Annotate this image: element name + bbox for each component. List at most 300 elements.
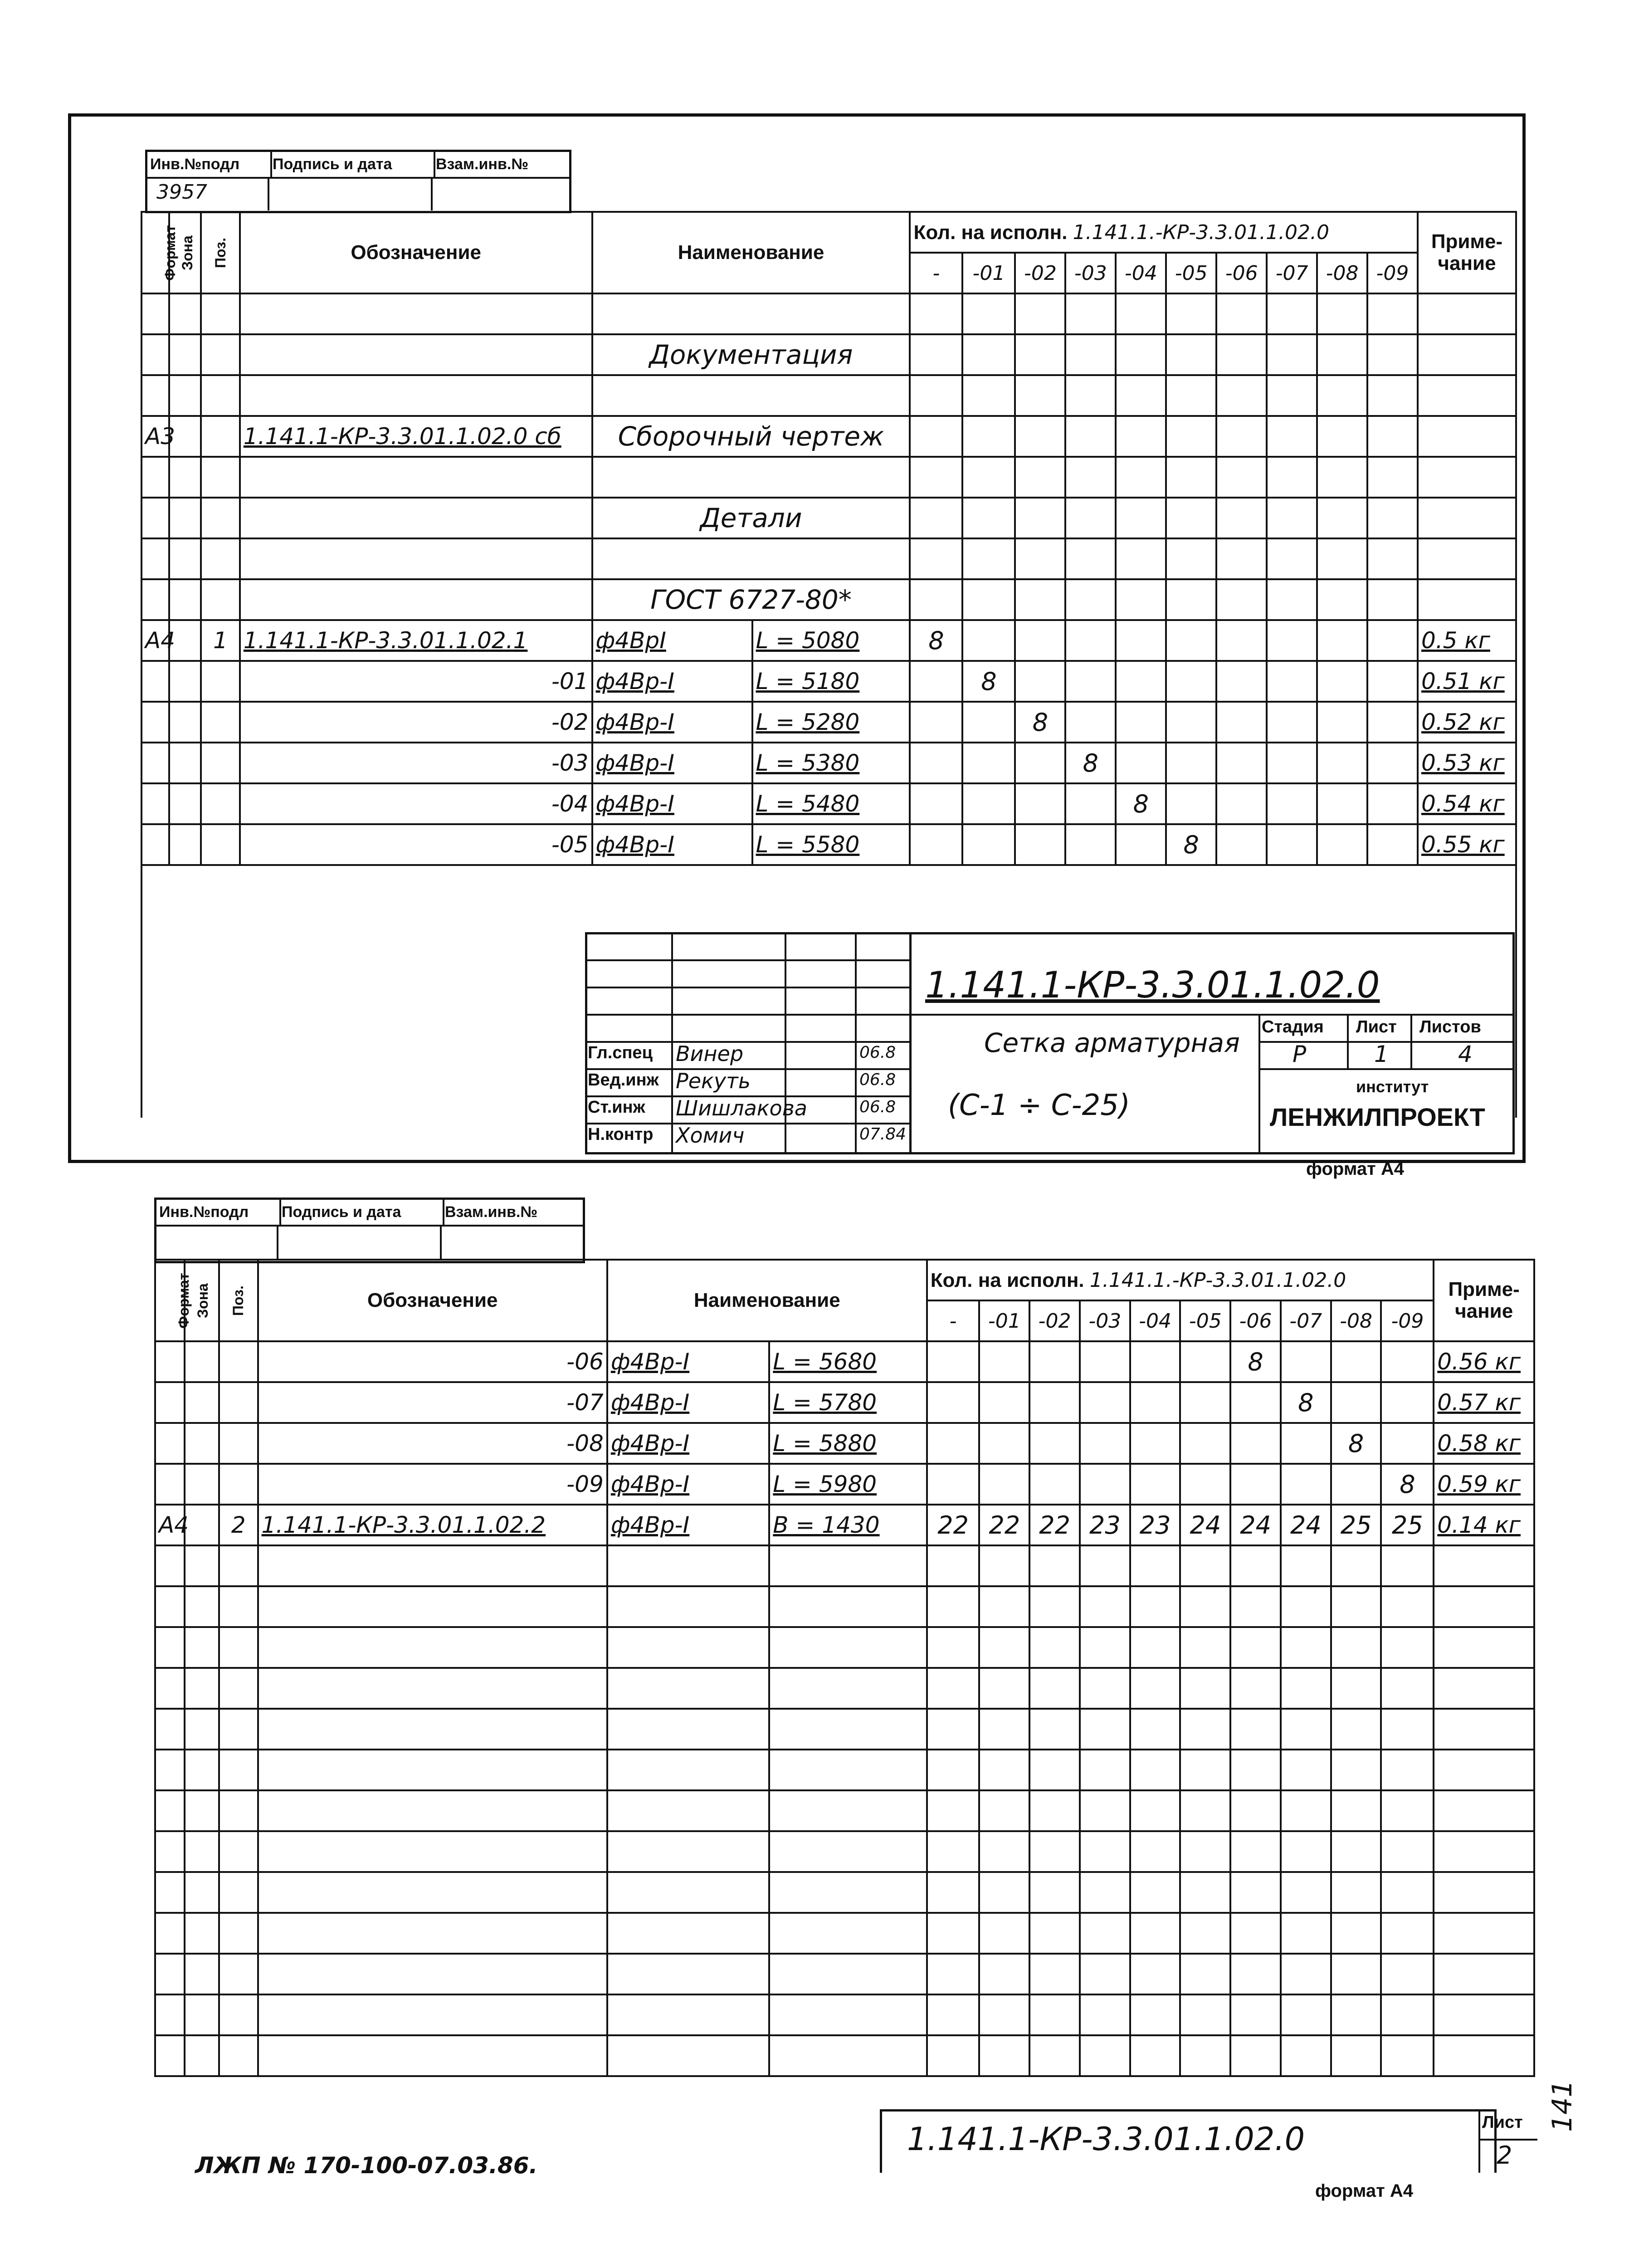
cell-qty [1015, 293, 1065, 334]
cell-qty [1080, 1341, 1130, 1382]
cell-qty: 24 [1230, 1505, 1281, 1545]
cell-qty [1267, 416, 1317, 457]
sheet-2-spec-table [154, 1259, 1535, 2077]
sheet-1-stamp [145, 150, 571, 213]
cell-empty [1230, 2035, 1281, 2076]
s1-row [141, 375, 1516, 416]
cell-empty [1029, 1586, 1080, 1627]
cell-qty [910, 702, 962, 743]
cell-zone [169, 824, 201, 865]
cell-qty [927, 1341, 980, 1382]
cell-qty [1230, 1423, 1281, 1464]
cell-format: А4 [155, 1505, 185, 1545]
cell-qty [1317, 457, 1367, 498]
cell-empty [1080, 1545, 1130, 1586]
cell-empty [1281, 1913, 1331, 1954]
s2-row [155, 1423, 1534, 1464]
cell-qty [1065, 702, 1116, 743]
cell-empty [185, 1872, 219, 1913]
cell-note [1418, 416, 1516, 457]
s1-row [141, 661, 1516, 702]
cell-pos [219, 1382, 258, 1423]
cell-empty [979, 1750, 1029, 1790]
cell-empty [1080, 1913, 1130, 1954]
cell-empty [769, 1913, 927, 1954]
cell-zone [185, 1382, 219, 1423]
cell-qty [1015, 743, 1065, 783]
cell-qty [979, 1423, 1029, 1464]
cell-empty [1230, 1994, 1281, 2035]
cell-qty [979, 1382, 1029, 1423]
cell-designation: -01 [240, 661, 592, 702]
cell-pos [201, 293, 240, 334]
cell-designation: -04 [240, 783, 592, 824]
cell-empty [1080, 1709, 1130, 1750]
cell-qty [1230, 1464, 1281, 1505]
s1-row [141, 334, 1516, 375]
cell-empty [1080, 2035, 1130, 2076]
cell-dim: L = 5480 [752, 783, 910, 824]
cell-empty [1434, 2035, 1534, 2076]
cell-zone [169, 334, 201, 375]
cell-empty [258, 2035, 607, 2076]
cell-dim: L = 5380 [752, 743, 910, 783]
cell-empty [979, 1913, 1029, 1954]
sheet-2-sheet-number: 2 [1497, 2141, 1512, 2170]
s2-header-qty: Кол. на исполн. 1.141.1.-КР-3.3.01.1.02.0 [927, 1260, 1434, 1300]
cell-qty [1381, 1423, 1434, 1464]
cell-qty [1080, 1382, 1130, 1423]
cell-format [141, 824, 169, 865]
cell-empty [1029, 1831, 1080, 1872]
cell-qty [1317, 375, 1367, 416]
cell-empty [1331, 1994, 1381, 2035]
cell-empty [1180, 1790, 1230, 1831]
s2-empty-row [155, 1872, 1534, 1913]
cell-name: ф4Вр-I [592, 661, 752, 702]
cell-qty [1216, 375, 1267, 416]
cell-empty [1331, 1913, 1381, 1954]
cell-pos: 1 [201, 620, 240, 661]
cell-empty [1434, 1954, 1534, 1994]
cell-empty [1080, 1831, 1130, 1872]
cell-empty [155, 1954, 185, 1994]
cell-empty [607, 1954, 769, 1994]
cell-designation: -02 [240, 702, 592, 743]
cell-format: А3 [141, 416, 169, 457]
cell-empty [1434, 1994, 1534, 2035]
cell-qty [1331, 1382, 1381, 1423]
cell-dim: В = 1430 [769, 1505, 927, 1545]
cell-designation [240, 457, 592, 498]
cell-qty [910, 416, 962, 457]
cell-qty [1216, 334, 1267, 375]
cell-qty [1367, 743, 1418, 783]
cell-note: 0.58 кг [1434, 1423, 1534, 1464]
cell-designation: -03 [240, 743, 592, 783]
role-name: Шишлакова [676, 1096, 807, 1120]
cell-pos [201, 702, 240, 743]
cell-qty [1116, 538, 1166, 579]
cell-note: 0.14 кг [1434, 1505, 1534, 1545]
cell-qty [1130, 1464, 1180, 1505]
cell-qty [962, 783, 1015, 824]
cell-empty [1180, 2035, 1230, 2076]
role-date: 06.8 [859, 1070, 896, 1089]
cell-note: 0.5 кг [1418, 620, 1516, 661]
cell-qty [1281, 1341, 1331, 1382]
cell-empty [979, 1709, 1029, 1750]
cell-qty [1267, 783, 1317, 824]
cell-qty [1331, 1464, 1381, 1505]
cell-empty [1029, 1872, 1080, 1913]
cell-empty [607, 2035, 769, 2076]
header-zone: Зона [169, 212, 201, 293]
cell-pos [219, 1341, 258, 1382]
title-institute: ЛЕНЖИЛПРОЕКТ [1270, 1103, 1485, 1131]
cell-qty [1317, 661, 1367, 702]
cell-qty [962, 457, 1015, 498]
cell-qty [1216, 293, 1267, 334]
cell-empty [185, 1954, 219, 1994]
cell-format [141, 579, 169, 620]
cell-qty [1317, 702, 1367, 743]
s2-col-exec-0: - [927, 1300, 980, 1341]
cell-empty [927, 2035, 980, 2076]
cell-empty [1029, 2035, 1080, 2076]
cell-empty [219, 1586, 258, 1627]
cell-qty: 24 [1180, 1505, 1230, 1545]
cell-format [141, 702, 169, 743]
title-doc-code: 1.141.1-КР-3.3.01.1.02.0 [925, 964, 1380, 1006]
cell-empty [769, 1872, 927, 1913]
cell-note [1418, 498, 1516, 538]
cell-zone [169, 661, 201, 702]
cell-qty [1166, 375, 1216, 416]
cell-qty: 24 [1281, 1505, 1331, 1545]
cell-qty [1317, 293, 1367, 334]
cell-empty [1331, 1709, 1381, 1750]
cell-empty [1331, 1831, 1381, 1872]
cell-empty [1381, 1545, 1434, 1586]
cell-empty [927, 1750, 980, 1790]
cell-qty [1281, 1423, 1331, 1464]
cell-format [141, 334, 169, 375]
cell-qty [1267, 457, 1317, 498]
cell-empty [607, 1709, 769, 1750]
cell-empty [1230, 1913, 1281, 1954]
header-designation: Обозначение [240, 212, 592, 293]
cell-qty [910, 824, 962, 865]
cell-qty [1317, 538, 1367, 579]
cell-empty [1281, 1627, 1331, 1668]
cell-empty [1434, 1790, 1534, 1831]
cell-empty [1281, 1831, 1331, 1872]
role-name: Рекуть [676, 1069, 751, 1093]
cell-empty [155, 1790, 185, 1831]
cell-empty [1381, 1709, 1434, 1750]
cell-empty [219, 1545, 258, 1586]
s1-row [141, 498, 1516, 538]
cell-empty [258, 1994, 607, 2035]
s1-row [141, 702, 1516, 743]
stamp-replace-label: Взам.инв.№ [436, 156, 529, 173]
cell-qty [1166, 293, 1216, 334]
cell-qty [1166, 579, 1216, 620]
cell-qty [910, 457, 962, 498]
cell-qty [1216, 661, 1267, 702]
cell-dim: L = 5580 [752, 824, 910, 865]
cell-empty [769, 1831, 927, 1872]
cell-empty [1281, 1586, 1331, 1627]
s2-col-exec-5: -05 [1180, 1300, 1230, 1341]
cell-empty [769, 1954, 927, 1994]
cell-empty [1331, 1790, 1381, 1831]
col-exec-1: -01 [962, 253, 1015, 293]
cell-qty [1015, 620, 1065, 661]
cell-zone [169, 293, 201, 334]
cell-qty [1180, 1464, 1230, 1505]
s2-empty-row [155, 1913, 1534, 1954]
cell-dim: L = 5880 [769, 1423, 927, 1464]
cell-name [592, 538, 910, 579]
cell-qty [1166, 783, 1216, 824]
cell-empty [1130, 1872, 1180, 1913]
cell-qty: 25 [1381, 1505, 1434, 1545]
s2-empty-row [155, 1994, 1534, 2035]
cell-name: ф4Вр-I [592, 783, 752, 824]
cell-qty [1130, 1423, 1180, 1464]
cell-dim: L = 5780 [769, 1382, 927, 1423]
cell-empty [927, 1790, 980, 1831]
cell-zone [169, 783, 201, 824]
cell-qty [1065, 293, 1116, 334]
s2-empty-row [155, 1750, 1534, 1790]
cell-empty [769, 1668, 927, 1709]
cell-pos [201, 824, 240, 865]
cell-qty [910, 661, 962, 702]
cell-qty [1267, 620, 1317, 661]
cell-qty [1015, 457, 1065, 498]
s2-empty-row [155, 1709, 1534, 1750]
cell-qty [1367, 334, 1418, 375]
cell-qty [1029, 1464, 1080, 1505]
cell-empty [1331, 2035, 1381, 2076]
cell-empty [1130, 2035, 1180, 2076]
s2-empty-row [155, 1831, 1534, 1872]
cell-empty [927, 1586, 980, 1627]
cell-zone [169, 457, 201, 498]
cell-empty [1180, 1668, 1230, 1709]
cell-qty [1367, 538, 1418, 579]
cell-empty [1381, 1913, 1434, 1954]
cell-designation: 1.141.1-КР-3.3.01.1.02.2 [258, 1505, 607, 1545]
cell-zone [185, 1505, 219, 1545]
cell-empty [1381, 1790, 1434, 1831]
cell-empty [258, 1831, 607, 1872]
cell-note: 0.59 кг [1434, 1464, 1534, 1505]
cell-qty [962, 293, 1015, 334]
cell-empty [769, 1994, 927, 2035]
cell-empty [1230, 1709, 1281, 1750]
cell-pos [201, 416, 240, 457]
cell-qty [1216, 416, 1267, 457]
cell-pos [201, 334, 240, 375]
cell-qty [1166, 538, 1216, 579]
cell-empty [769, 1709, 927, 1750]
cell-empty [1130, 1750, 1180, 1790]
cell-note [1418, 579, 1516, 620]
cell-qty [1065, 824, 1116, 865]
col-exec-9: -09 [1367, 253, 1418, 293]
cell-empty [1434, 1750, 1534, 1790]
cell-qty: 8 [1065, 743, 1116, 783]
cell-empty [155, 1831, 185, 1872]
cell-qty [1367, 293, 1418, 334]
cell-format [155, 1341, 185, 1382]
role-date: 07.84 [859, 1125, 907, 1144]
cell-name: ф4ВрI [592, 620, 752, 661]
role-name: Хомич [676, 1123, 745, 1148]
title-sheets: 4 [1458, 1041, 1473, 1067]
cell-pos [201, 375, 240, 416]
cell-qty [1116, 824, 1166, 865]
cell-qty [1216, 457, 1267, 498]
cell-qty: 22 [979, 1505, 1029, 1545]
cell-qty [1065, 661, 1116, 702]
cell-empty [1130, 1831, 1180, 1872]
cell-empty [979, 1994, 1029, 2035]
cell-name [592, 457, 910, 498]
cell-note [1418, 457, 1516, 498]
cell-qty [1166, 498, 1216, 538]
cell-designation: -07 [258, 1382, 607, 1423]
cell-qty [1317, 620, 1367, 661]
cell-qty [1267, 293, 1317, 334]
cell-empty [1130, 1790, 1180, 1831]
cell-empty [769, 1586, 927, 1627]
cell-empty [1130, 1709, 1180, 1750]
cell-empty [1434, 1586, 1534, 1627]
cell-designation: -06 [258, 1341, 607, 1382]
cell-qty [979, 1341, 1029, 1382]
cell-empty [1080, 1750, 1130, 1790]
cell-empty [155, 1545, 185, 1586]
cell-empty [1080, 1872, 1130, 1913]
cell-qty [1267, 824, 1317, 865]
cell-qty [1116, 661, 1166, 702]
s2-col-exec-1: -01 [979, 1300, 1029, 1341]
cell-empty [1029, 1627, 1080, 1668]
role-label: Ст.инж [588, 1098, 645, 1117]
cell-qty [1130, 1341, 1180, 1382]
cell-qty [1367, 824, 1418, 865]
cell-pos: 2 [219, 1505, 258, 1545]
cell-empty [607, 1545, 769, 1586]
col-exec-4: -04 [1116, 253, 1166, 293]
cell-empty [185, 1994, 219, 2035]
cell-name: ф4Вр-I [607, 1423, 769, 1464]
cell-note [1418, 375, 1516, 416]
cell-empty [1281, 1750, 1331, 1790]
s1-row [141, 783, 1516, 824]
cell-empty [1180, 1994, 1230, 2035]
cell-empty [607, 1627, 769, 1668]
col-exec-5: -05 [1166, 253, 1216, 293]
stamp2-replace-label: Взам.инв.№ [445, 1203, 538, 1221]
cell-empty [769, 2035, 927, 2076]
cell-format [141, 293, 169, 334]
s2-col-exec-6: -06 [1230, 1300, 1281, 1341]
cell-empty [1434, 1668, 1534, 1709]
cell-empty [1230, 1872, 1281, 1913]
role-date: 06.8 [859, 1098, 896, 1116]
cell-qty [1216, 702, 1267, 743]
role-label: Вед.инж [588, 1070, 659, 1090]
cell-empty [1029, 1994, 1080, 2035]
s2-row [155, 1341, 1534, 1382]
cell-empty [979, 1790, 1029, 1831]
cell-qty [1015, 783, 1065, 824]
cell-empty [769, 1790, 927, 1831]
cell-qty [910, 293, 962, 334]
cell-empty [1130, 1954, 1180, 1994]
cell-format [141, 661, 169, 702]
cell-zone [169, 498, 201, 538]
s2-row [155, 1382, 1534, 1423]
cell-empty [185, 1913, 219, 1954]
stamp-inv-value: 3957 [156, 181, 207, 204]
cell-empty [927, 1627, 980, 1668]
cell-empty [1434, 1627, 1534, 1668]
cell-qty [1166, 702, 1216, 743]
cell-qty: 8 [1331, 1423, 1381, 1464]
cell-qty [1267, 538, 1317, 579]
cell-qty [1116, 416, 1166, 457]
cell-qty: 22 [1029, 1505, 1080, 1545]
s1-row [141, 743, 1516, 783]
cell-qty [962, 620, 1015, 661]
cell-qty [1317, 743, 1367, 783]
cell-designation: 1.141.1-КР-3.3.01.1.02.0 сб [240, 416, 592, 457]
cell-qty [1367, 457, 1418, 498]
cell-note: 0.57 кг [1434, 1382, 1534, 1423]
cell-empty [1130, 1627, 1180, 1668]
s2-header-format: Формат [155, 1260, 185, 1341]
cell-format [141, 743, 169, 783]
cell-qty [1015, 498, 1065, 538]
cell-empty [1029, 1668, 1080, 1709]
s1-row [141, 457, 1516, 498]
cell-empty [1281, 1545, 1331, 1586]
cell-empty [185, 1668, 219, 1709]
cell-empty [258, 1627, 607, 1668]
stamp2-sign-label: Подпись и дата [279, 1200, 444, 1225]
col-exec-6: -06 [1216, 253, 1267, 293]
cell-qty [1065, 457, 1116, 498]
cell-qty: 8 [1230, 1341, 1281, 1382]
cell-qty [1230, 1382, 1281, 1423]
cell-qty [1367, 620, 1418, 661]
cell-empty [1331, 1545, 1381, 1586]
cell-empty [155, 1994, 185, 2035]
cell-zone [169, 538, 201, 579]
cell-format [141, 457, 169, 498]
cell-empty [1381, 1627, 1434, 1668]
cell-zone [169, 702, 201, 743]
cell-empty [155, 1586, 185, 1627]
cell-empty [607, 1872, 769, 1913]
